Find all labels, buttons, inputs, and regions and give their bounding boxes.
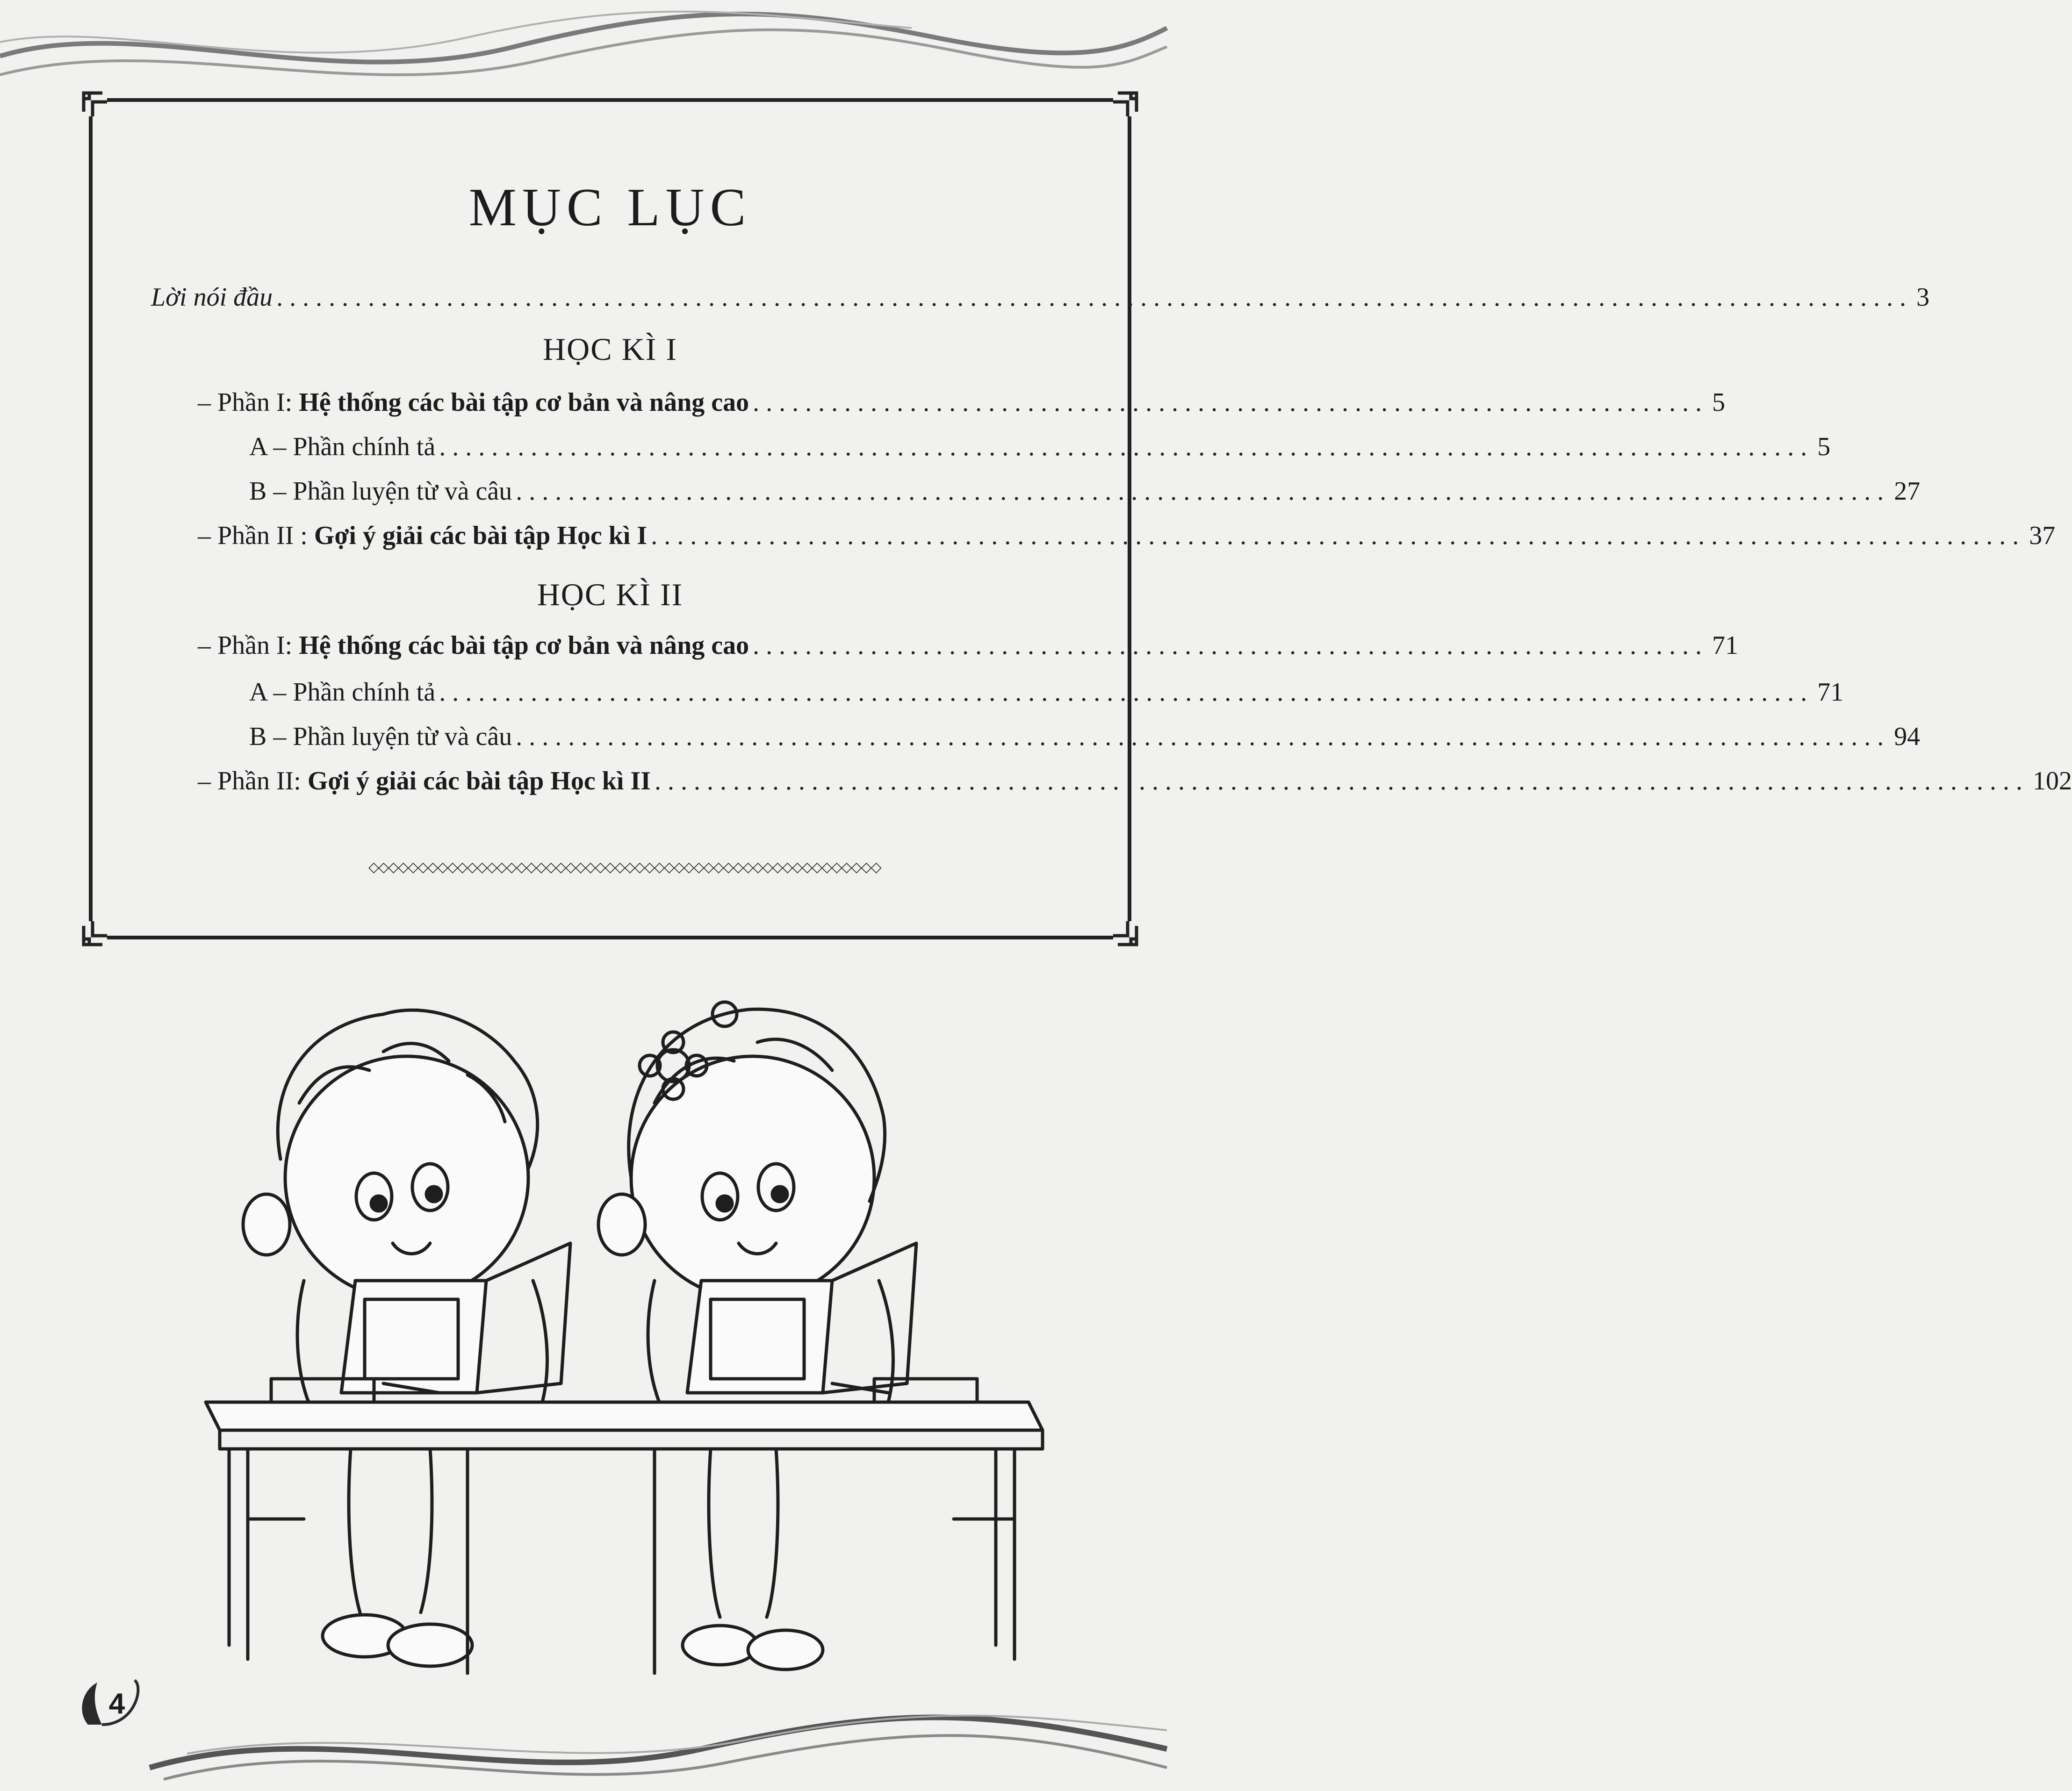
toc-entry-s1-part2[interactable] bbox=[198, 520, 2056, 552]
toc-entry-page: 71 bbox=[1712, 631, 1739, 660]
toc-entry-label: – Phần I: Hệ thống các bài tập cơ bản và nâng cao bbox=[198, 631, 749, 660]
toc-entry-label: – Phần I: Hệ thống các bài tập cơ bản và nâng cao bbox=[198, 388, 749, 417]
toc-leader-dots: ......................................................................................................... bbox=[651, 521, 2026, 550]
semester-1-heading: HỌC KÌ I bbox=[543, 331, 677, 367]
toc-entry-s2-part2[interactable] bbox=[198, 766, 2072, 797]
toc-entry-label: Lời nói đầu bbox=[151, 283, 273, 312]
page-number: 4 bbox=[79, 1678, 144, 1729]
top-swirl-decoration bbox=[0, 0, 1167, 107]
toc-frame bbox=[89, 98, 2072, 939]
toc-leader-dots: ............................................................................................................................. bbox=[276, 283, 1913, 312]
toc-entry-s1-part1b[interactable] bbox=[249, 476, 1921, 507]
corner-ornament-icon bbox=[1113, 84, 1146, 116]
toc-title: MỤC LỤC bbox=[468, 178, 752, 237]
toc-entry-page: 5 bbox=[1817, 432, 1831, 461]
semester-2-heading: HỌC KÌ II bbox=[537, 577, 683, 612]
toc-entry-label: A – Phần chính tả bbox=[249, 678, 436, 707]
bottom-swirl-decoration bbox=[0, 1698, 1167, 1791]
toc-entry-page: 37 bbox=[2029, 521, 2056, 550]
toc-leader-dots: ......................................................................................................... bbox=[439, 678, 1814, 707]
toc-entry-s1-part1a[interactable] bbox=[249, 431, 1831, 463]
corner-ornament-icon bbox=[1113, 921, 1146, 954]
toc-leader-dots: ......................................................................... bbox=[753, 631, 1709, 660]
toc-entry-page: 102 bbox=[2033, 767, 2072, 795]
toc-entry-s2-part1b[interactable] bbox=[249, 721, 1921, 752]
toc-entry-page: 27 bbox=[1894, 477, 1921, 506]
toc-entry-label: A – Phần chính tả bbox=[249, 432, 436, 461]
toc-leader-dots: ......................................................................................................... bbox=[516, 477, 1891, 506]
children-reading-icon bbox=[187, 981, 1075, 1720]
toc-entry-label: B – Phần luyện từ và câu bbox=[249, 477, 512, 506]
toc-entry-s2-part1[interactable] bbox=[198, 630, 1739, 661]
toc-entry-label: – Phần II: Gợi ý giải các bài tập Học kì II bbox=[198, 767, 651, 795]
corner-ornament-icon bbox=[74, 921, 107, 954]
toc-leader-dots: ......................................................................... bbox=[753, 388, 1709, 417]
toc-leader-dots: ......................................................................................................... bbox=[439, 432, 1814, 461]
toc-entry-label: – Phần II : Gợi ý giải các bài tập Học kì I bbox=[198, 521, 648, 550]
toc-leader-dots: ......................................................................................................... bbox=[516, 722, 1891, 751]
toc-entry-preface[interactable] bbox=[151, 282, 1930, 313]
toc-leader-dots: ......................................................................................................... bbox=[655, 767, 2029, 795]
toc-entry-page: 94 bbox=[1894, 722, 1921, 751]
toc-entry-label: B – Phần luyện từ và câu bbox=[249, 722, 512, 751]
toc-entry-page: 71 bbox=[1817, 678, 1844, 707]
toc-entry-page: 3 bbox=[1916, 283, 1930, 312]
diamond-ornament-divider: ◇◇◇◇◇◇◇◇◇◇◇◇◇◇◇◇◇◇◇◇◇◇◇◇◇◇◇◇◇◇◇◇◇◇◇◇◇◇◇◇◇◇◇◇◇◇◇◇◇◇◇◇ bbox=[368, 859, 881, 875]
toc-entry-s1-part1[interactable] bbox=[198, 387, 1726, 418]
toc-entry-page: 5 bbox=[1712, 388, 1726, 417]
corner-ornament-icon bbox=[74, 84, 107, 116]
toc-entry-s2-part1a[interactable] bbox=[249, 677, 1844, 708]
